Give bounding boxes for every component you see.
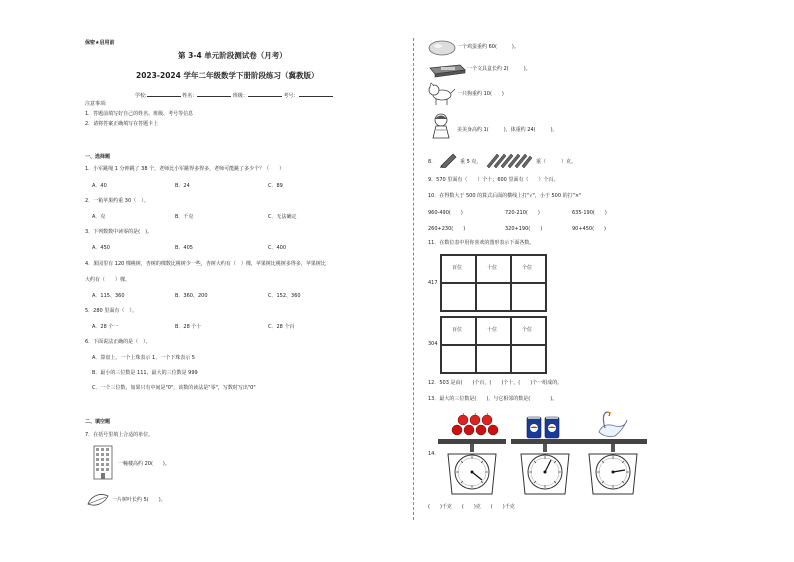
q4-option-c[interactable]: C．152、360 [268, 293, 301, 299]
pencil-box-icon [427, 62, 467, 78]
exam-title: 第 3-4 单元阶段测试卷（月考） [178, 51, 287, 60]
swan-icon [593, 410, 633, 440]
scale-1-icon [432, 438, 512, 498]
dog-text: 一只狗重约 10( ) [457, 91, 504, 97]
q3-stem: 3．下列数数中读零的是( )。 [85, 229, 153, 235]
table1-header-ones: 个位 [522, 265, 533, 271]
q5-option-a[interactable]: A．28 个一 [92, 324, 119, 330]
q4-stem-line2: 大约有（ ）棵。 [85, 277, 131, 283]
q8-end-text: 重（ ）克。 [536, 159, 577, 165]
column-divider [413, 38, 414, 520]
table2-hundreds-cell[interactable] [441, 345, 476, 373]
girl-icon [430, 112, 452, 140]
q10-r2-c3[interactable]: 90+450( ) [572, 226, 606, 232]
section2-title: 二、填空题 [85, 419, 111, 425]
class-label: 班级： [232, 93, 248, 99]
q7-building-text: 一幢楼高约 20( )。 [118, 461, 170, 467]
q14-answers[interactable]: ( )千克 ( )克 ( )千克 [428, 504, 515, 510]
q11-number-2: 304 [428, 341, 438, 347]
place-value-table-2 [440, 316, 547, 374]
egg-icon [427, 40, 457, 56]
q8-mid-text: 重 5 克， [460, 159, 482, 165]
number-blank[interactable] [299, 90, 333, 97]
q3-option-b[interactable]: B．405 [175, 245, 193, 251]
q4-stem-line1: 4．果园里有 120 棵桃树，杏树的棵数比桃树少一些，杏树大约有（ ）棵，苹果树比桃树多得多，苹果树比 [85, 261, 326, 267]
q10-r1-c1[interactable]: 960-490( ) [428, 210, 463, 216]
school-label: 学校: [135, 93, 147, 99]
exam-subtitle: 2023-2024 学年二年级数学下册阶段练习（冀教版） [136, 71, 319, 80]
table2-header-hundreds: 百位 [452, 327, 463, 333]
q10-r2-c1[interactable]: 260+230( ) [428, 226, 466, 232]
name-label: 姓名： [182, 93, 198, 99]
q11-stem: 11．在数位表中用你喜欢的图形表示下面各数。 [428, 240, 535, 246]
q1-option-c[interactable]: C．89 [268, 183, 283, 189]
building-icon [90, 444, 116, 480]
q5-option-c[interactable]: C．28 个百 [268, 324, 295, 330]
confidential-label: 保密★启用前 [85, 40, 115, 46]
q11-number-1: 417 [428, 280, 438, 286]
table2-tens-cell[interactable] [476, 345, 511, 373]
table2-header-ones: 个位 [522, 327, 533, 333]
school-blank[interactable] [147, 90, 181, 97]
q2-option-c[interactable]: C．无法确定 [268, 214, 297, 220]
q3-option-a[interactable]: A．450 [92, 245, 110, 251]
dog-icon [427, 82, 457, 106]
q10-r1-c2[interactable]: 720-210( ) [505, 210, 540, 216]
egg-text: 一个鸡蛋重约 60( )。 [457, 44, 519, 50]
q6-option-c[interactable]: C．一个三位数，如果只有中间是"0"，该数的读法是"零"，写数时写出"0" [92, 385, 256, 391]
q5-option-b[interactable]: B．28 个十 [175, 324, 202, 330]
table1-hundreds-cell[interactable] [441, 283, 476, 311]
q1-stem: 1．小军跳绳 1 分钟跳了 38 个，老师比小军跳得多得多，老师可能跳了多少个？（ ） [85, 166, 285, 172]
info-line [135, 90, 333, 99]
q6-option-b[interactable]: B．最小的三位数是 111，最大的三位数是 999 [92, 370, 198, 376]
q2-option-b[interactable]: B．千克 [175, 214, 194, 220]
table2-ones-cell[interactable] [511, 345, 546, 373]
q5-stem: 5．280 里面有（ ）。 [85, 308, 137, 314]
q8-number: 8． [428, 159, 437, 165]
q14-number: 14． [428, 451, 440, 457]
notice-item-2: 2．请将答案正确填写在答题卡上 [85, 121, 159, 127]
pencil-box-text: 一个文具盒长约 2( )。 [467, 66, 531, 72]
table1-header-tens: 十位 [487, 265, 498, 271]
q7-leaf-text: 一片树叶长约 5( )。 [112, 497, 166, 503]
q2-stem: 2．一箱苹果约重 30（ ）。 [85, 198, 149, 204]
place-value-table-1 [440, 254, 547, 312]
q3-option-c[interactable]: C．400 [268, 245, 287, 251]
q10-stem: 10．在得数大于 500 的算式后面的横线上打"√"，小于 500 的打"×" [428, 193, 582, 199]
q10-r2-c2[interactable]: 320+190( ) [505, 226, 543, 232]
q2-option-a[interactable]: A．克 [92, 214, 106, 220]
q6-stem: 6．下面说法正确的是（ ）。 [85, 339, 151, 345]
table1-tens-cell[interactable] [476, 283, 511, 311]
table2-header-tens: 十位 [487, 327, 498, 333]
q10-r1-c3[interactable]: 635-190( ) [572, 210, 607, 216]
q6-option-a[interactable]: A．算盘上，一个上珠表示 1，一个下珠表示 5 [92, 355, 195, 361]
number-label: 考号： [283, 93, 299, 99]
pencils-group-icon [486, 152, 532, 168]
girl-text: 美美身高约 1( )，体重约 24( )。 [457, 127, 558, 133]
pencil-icon [438, 152, 458, 168]
table1-header-hundreds: 百位 [452, 265, 463, 271]
notice-title: 注意事项: [85, 101, 107, 107]
q4-option-b[interactable]: B．360、200 [175, 293, 208, 299]
q7-stem: 7．在括号里填上合适的单位。 [85, 432, 154, 438]
notice-item-1: 1．答题前填写好自己的姓名、班级、考号等信息 [85, 111, 194, 117]
leaf-icon [86, 492, 110, 508]
q9-text: 9．570 里面有（ ）个十；600 里面有（ ）个百。 [428, 177, 559, 183]
q12-text: 12．503 是由( )个百，( )个十，( )个一组成的。 [428, 380, 563, 386]
apples-icon [446, 412, 506, 440]
class-blank[interactable] [248, 90, 282, 97]
section1-title: 一、选择题 [85, 154, 111, 160]
q13-text: 13．最大的三位数是( )，与它相邻的数是( )。 [428, 396, 558, 402]
soda-cans-icon [523, 414, 563, 440]
q1-option-b[interactable]: B．24 [175, 183, 190, 189]
q4-option-a[interactable]: A．115、360 [92, 293, 125, 299]
name-blank[interactable] [197, 90, 231, 97]
q1-option-a[interactable]: A．40 [92, 183, 107, 189]
table1-ones-cell[interactable] [511, 283, 546, 311]
scale-3-icon [573, 438, 653, 498]
